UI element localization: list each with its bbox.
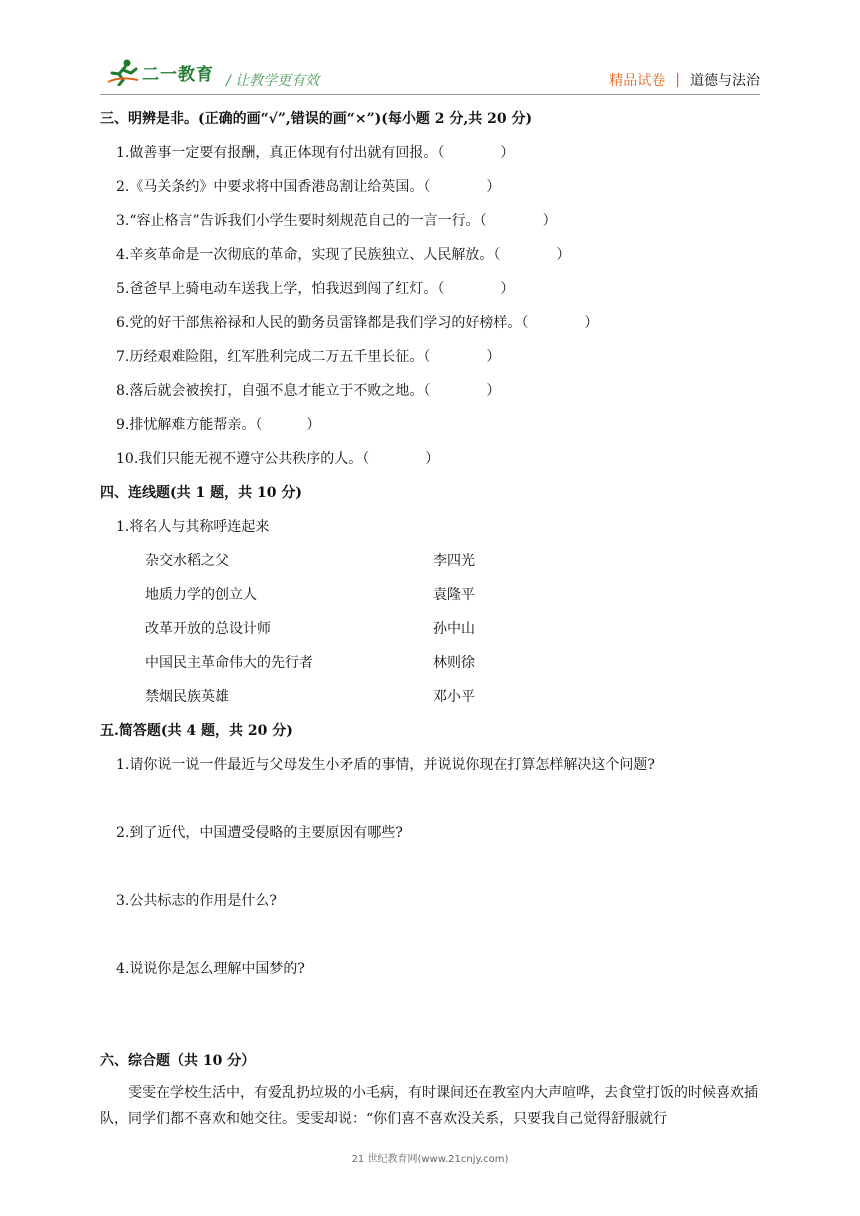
match-right-item: 邓小平 [433,689,475,705]
short-answer-question: 4.说说你是怎么理解中国梦的? [116,961,305,977]
short-answer-question: 1.请你说一说一件最近与父母发生小矛盾的事情，并说说你现在打算怎样解决这个问题? [116,757,655,773]
match-left-item: 地质力学的创立人 [145,587,257,603]
slogan: / 让教学更有效 [226,73,320,89]
section-5-title: 五.简答题(共 4 题，共 20 分) [100,723,293,739]
match-right-item: 林则徐 [433,655,475,671]
match-right-item: 袁隆平 [433,587,475,603]
separator: | [675,72,680,88]
short-answer-question: 3.公共标志的作用是什么? [116,893,277,909]
match-left-item: 中国民主革命伟大的先行者 [145,655,313,671]
page-footer: 21 世纪教育网(www.21cnjy.com) [351,1154,509,1165]
match-left-item: 禁烟民族英雄 [145,689,229,705]
judge-item: 2.《马关条约》中要求将中国香港岛割让给英国。（ ） [116,179,501,195]
brand-name: 二一教育 [142,64,214,85]
section-6-title: 六、综合题（共 10 分） [100,1053,256,1069]
match-right-item: 孙中山 [433,621,475,637]
match-left-item: 改革开放的总设计师 [145,621,271,637]
badge: 精品试卷 [609,73,666,89]
judge-item: 4.辛亥革命是一次彻底的革命，实现了民族独立、人民解放。（ ） [116,247,571,263]
judge-item: 6.党的好干部焦裕禄和人民的勤务员雷锋都是我们学习的好榜样。（ ） [116,315,599,331]
header-rule [100,94,760,95]
match-right-item: 李四光 [433,553,475,569]
case-paragraph: 雯雯在学校生活中，有爱乱扔垃圾的小毛病，有时课间还在教室内大声喧哗，去食堂打饭的时候喜欢插队，同学们都不喜欢和她交往。雯雯却说：“你们喜不喜欢没关系，只要我自己觉得舒服就行 [100,1085,758,1127]
subject: 道德与法治 [690,73,760,89]
judge-item: 5.爸爸早上骑电动车送我上学，怕我迟到闯了红灯。（ ） [116,281,515,297]
judge-item: 1.做善事一定要有报酬，真正体现有付出就有回报。（ ） [116,145,515,161]
section-4-title: 四、连线题(共 1 题，共 10 分) [100,485,302,501]
judge-item: 10.我们只能无视不遵守公共秩序的人。（ ） [116,451,440,467]
judge-item: 8.落后就会被挨打，自强不息才能立于不败之地。（ ） [116,383,501,399]
judge-item: 3.“容止格言”告诉我们小学生要时刻规范自己的一言一行。（ ） [116,213,557,229]
judge-item: 9.排忧解难方能帮亲。（ ） [116,417,321,433]
matching-prompt: 1.将名人与其称呼连起来 [116,519,270,535]
header-right [609,70,760,90]
logo [106,58,214,86]
section-3-title: 三、明辨是非。(正确的画“√”,错误的画“×”)(每小题 2 分,共 20 分) [100,111,533,127]
page-header [106,58,760,98]
judge-item: 7.历经艰难险阻，红军胜利完成二万五千里长征。（ ） [116,349,501,365]
runner-logo-icon [106,58,140,86]
short-answer-question: 2.到了近代，中国遭受侵略的主要原因有哪些? [116,825,403,841]
match-left-item: 杂交水稻之父 [145,553,229,569]
